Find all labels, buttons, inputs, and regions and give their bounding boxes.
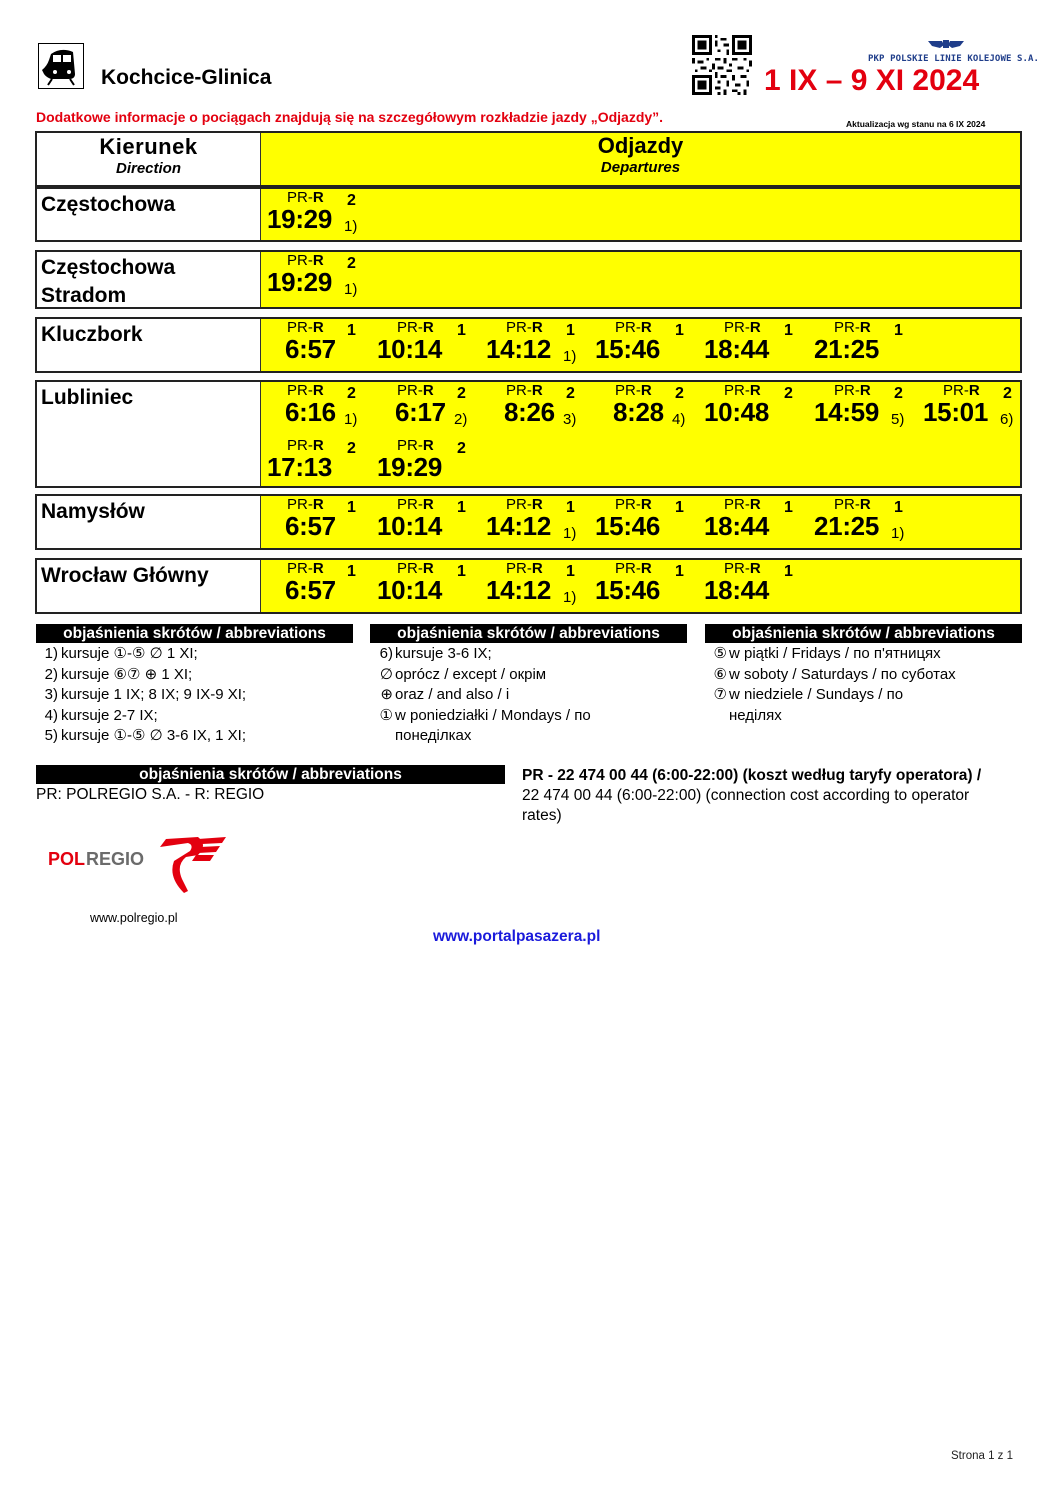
departure-time: 6:17 [395, 397, 446, 427]
abbreviation-item [693, 685, 956, 706]
carrier-prefix: PR- [506, 382, 532, 399]
carrier-category: R [422, 319, 434, 336]
departures-cell [261, 496, 1020, 548]
departure[interactable] [812, 496, 918, 542]
departure-time: 19:29 [267, 204, 332, 234]
timetable-row [35, 558, 1022, 614]
info-note: Dodatkowe informacje o pociągach znajdują się na szczegółowym rozkładzie jazdy „Odjazdy”. [36, 109, 664, 125]
carrier-prefix: PR- [943, 382, 969, 399]
departure[interactable] [702, 496, 808, 542]
carrier-prefix: PR- [397, 319, 423, 336]
carrier-prefix: PR- [397, 496, 423, 513]
carrier-category: R [422, 560, 434, 577]
abbreviation-text-continued: понеділках [395, 727, 472, 744]
departure[interactable] [375, 319, 481, 365]
departure[interactable] [702, 382, 808, 428]
departure-time: 10:14 [377, 511, 442, 541]
departure[interactable] [265, 189, 371, 235]
departure-time: 14:12 [486, 334, 551, 364]
departures-title: Odjazdy [597, 133, 684, 158]
carrier-prefix: PR- [287, 319, 313, 336]
class-label: 1 [675, 563, 684, 580]
departure-time: 18:44 [704, 575, 769, 605]
abbreviation-key: ⑥ [713, 665, 727, 683]
contact-normal: 22 474 00 44 (6:00-22:00) (connection cost according to operator rates) [522, 787, 970, 824]
abbreviation-text: kursuje 2-7 IX; [61, 706, 158, 724]
class-label: 2 [894, 385, 903, 402]
carrier-prefix: PR- [287, 189, 313, 206]
departures-header [261, 133, 1020, 185]
departure-time: 21:25 [814, 511, 879, 541]
departures-cell [261, 189, 1020, 240]
carrier-prefix: PR- [615, 560, 641, 577]
station-name: Kochcice-Glinica [101, 66, 272, 89]
pkp-wings-icon [926, 39, 966, 49]
carrier-category: R [422, 496, 434, 513]
departure-time: 6:16 [285, 397, 336, 427]
footnote-ref: 3) [563, 411, 577, 428]
abbreviation-key: 4) [44, 706, 58, 724]
carrier-prefix: PR- [287, 560, 313, 577]
departure[interactable] [265, 382, 371, 428]
class-label: 1 [784, 322, 793, 339]
timetable-row [35, 494, 1022, 550]
class-label: 2 [347, 385, 356, 402]
class-label: 1 [675, 499, 684, 516]
departure-time: 10:14 [377, 575, 442, 605]
carrier-category: R [312, 496, 324, 513]
departure-time: 21:25 [814, 334, 879, 364]
contact-bold: PR - 22 474 00 44 (6:00-22:00) (koszt według taryfy operatora) / [522, 767, 982, 784]
timetable-row [35, 380, 1022, 488]
abbreviation-text-continued: неділях [729, 706, 782, 724]
departure-time: 15:46 [595, 334, 660, 364]
footnote-ref: 1) [563, 348, 577, 365]
abbreviation-key: 5) [44, 727, 58, 744]
carrier-prefix: PR- [397, 560, 423, 577]
validity-period: 1 IX – 9 XI 2024 [764, 64, 980, 97]
departure[interactable] [484, 496, 590, 542]
footnote-ref: 6) [1000, 411, 1014, 428]
departure[interactable] [702, 319, 808, 365]
departure[interactable] [593, 496, 699, 542]
departure[interactable] [702, 560, 808, 606]
abbreviations-list-3 [693, 644, 956, 726]
departure-time: 14:12 [486, 511, 551, 541]
abbreviation-item [18, 665, 246, 686]
departure[interactable] [593, 560, 699, 606]
direction-name: Częstochowa Stradom [37, 252, 261, 307]
departure[interactable] [484, 382, 590, 428]
departure[interactable] [265, 560, 371, 606]
departure-time: 10:14 [377, 334, 442, 364]
class-label: 1 [566, 322, 575, 339]
class-label: 1 [457, 322, 466, 339]
carrier-category: R [968, 382, 980, 399]
carrier-prefix: PR- [834, 319, 860, 336]
abbreviation-key: 1) [44, 645, 58, 662]
carrier-category: R [531, 496, 543, 513]
departure[interactable] [375, 496, 481, 542]
train-icon [38, 43, 84, 89]
departure-time: 18:44 [704, 511, 769, 541]
carrier-category: R [749, 560, 761, 577]
carrier-prefix: PR- [724, 382, 750, 399]
class-label: 1 [784, 563, 793, 580]
direction-name: Lubliniec [37, 382, 261, 486]
abbreviation-item [18, 644, 246, 665]
departure[interactable] [265, 496, 371, 542]
abbreviations-heading-3: objaśnienia skrótów / abbreviations [705, 624, 1022, 643]
carrier-category: R [640, 319, 652, 336]
departure-time: 6:57 [285, 334, 336, 364]
abbreviation-text: kursuje ①-⑤ ∅ 1 XI; [61, 645, 198, 662]
abbreviation-text: w piątki / Fridays / по п'ятницях [729, 645, 941, 662]
departure[interactable] [484, 319, 590, 365]
carrier-category: R [859, 382, 871, 399]
abbreviation-text: kursuje ①-⑤ ∅ 3-6 IX, 1 XI; [61, 727, 247, 744]
abbreviation-item [359, 665, 591, 686]
class-label: 2 [566, 385, 575, 402]
portal-url[interactable]: www.portalpasazera.pl [433, 928, 601, 945]
departure[interactable] [375, 382, 481, 428]
abbreviation-text: w niedziele / Sundays / по [729, 686, 904, 703]
departure[interactable] [375, 560, 481, 606]
class-label: 2 [457, 385, 466, 402]
class-label: 1 [894, 322, 903, 339]
timetable-row [35, 250, 1022, 309]
abbreviation-key: ① [379, 706, 393, 724]
abbreviations-list-2 [359, 644, 591, 747]
carrier-prefix: PR- [506, 496, 532, 513]
polregio-logo-regio: REGIO [86, 849, 145, 869]
class-label: 1 [347, 322, 356, 339]
departures-cell [261, 252, 1020, 307]
carrier-category: R [531, 319, 543, 336]
timetable-row [35, 317, 1022, 373]
abbreviation-key: ⑦ [713, 686, 727, 703]
carrier-category: R [859, 496, 871, 513]
departure-time: 17:13 [267, 452, 332, 482]
class-label: 2 [784, 385, 793, 402]
departures-cell [261, 560, 1020, 612]
class-label: 2 [347, 192, 356, 209]
departures-cell [261, 382, 1020, 486]
carrier-category: R [312, 252, 324, 269]
departure[interactable] [812, 382, 918, 428]
class-label: 1 [347, 563, 356, 580]
direction-name: Kluczbork [37, 319, 261, 371]
abbreviation-item [359, 706, 591, 727]
abbreviation-text: oprócz / except / окрім [395, 665, 547, 683]
class-label: 1 [894, 499, 903, 516]
table-header [35, 131, 1022, 187]
footnote-ref: 4) [672, 411, 686, 428]
abbreviation-text: kursuje ⑥⑦ ⊕ 1 XI; [61, 665, 193, 683]
carrier-category: R [749, 382, 761, 399]
footnote-ref: 1) [344, 218, 358, 235]
abbreviation-item [693, 644, 956, 665]
direction-name: Namysłów [37, 496, 261, 548]
abbreviation-item [693, 665, 956, 686]
pkp-logo-text: PKP POLSKIE LINIE KOLEJOWE S.A. [868, 54, 1040, 64]
departure[interactable] [265, 319, 371, 365]
carrier-category: R [640, 560, 652, 577]
operators-heading: objaśnienia skrótów / abbreviations [36, 765, 505, 784]
abbreviation-text: kursuje 1 IX; 8 IX; 9 IX-9 XI; [61, 686, 247, 703]
carrier-category: R [422, 382, 434, 399]
footnote-ref: 1) [344, 411, 358, 428]
carrier-prefix: PR- [615, 496, 641, 513]
page-number: Strona 1 z 1 [951, 1450, 1014, 1462]
carrier-category: R [749, 319, 761, 336]
carrier-prefix: PR- [397, 437, 423, 454]
abbreviation-key: ⊕ [380, 686, 393, 703]
carrier-category: R [312, 382, 324, 399]
carrier-prefix: PR- [724, 560, 750, 577]
carrier-category: R [422, 437, 434, 454]
direction-name: Częstochowa [37, 189, 261, 240]
departure-time: 8:28 [613, 397, 664, 427]
direction-subtitle: Direction [115, 160, 181, 177]
carrier-prefix: PR- [724, 319, 750, 336]
class-label: 1 [347, 499, 356, 516]
carrier-category: R [640, 496, 652, 513]
carrier-prefix: PR- [724, 496, 750, 513]
departure-time: 14:59 [814, 397, 879, 427]
class-label: 2 [457, 440, 466, 457]
footnote-ref: 1) [344, 281, 358, 298]
timetable-row [35, 187, 1022, 242]
footnote-ref: 1) [563, 589, 577, 606]
departure[interactable] [484, 560, 590, 606]
departure[interactable] [375, 437, 481, 483]
class-label: 2 [675, 385, 684, 402]
class-label: 1 [784, 499, 793, 516]
departure-time: 19:29 [377, 452, 442, 482]
carrier-category: R [531, 560, 543, 577]
departure[interactable] [265, 252, 371, 298]
pkp-logo [868, 36, 1040, 64]
carrier-category: R [312, 319, 324, 336]
departure-time: 15:46 [595, 511, 660, 541]
carrier-prefix: PR- [397, 382, 423, 399]
carrier-prefix: PR- [287, 437, 313, 454]
abbreviation-key: 3) [44, 686, 58, 703]
class-label: 1 [457, 499, 466, 516]
abbreviation-key: ∅ [379, 665, 393, 683]
class-label: 1 [566, 499, 575, 516]
abbreviation-item [18, 726, 246, 747]
departure-time: 14:12 [486, 575, 551, 605]
direction-name: Wrocław Główny [37, 560, 261, 612]
departure[interactable] [921, 382, 1027, 428]
carrier-prefix: PR- [615, 382, 641, 399]
update-note: Aktualizacja wg stanu na 6 IX 2024 [846, 119, 986, 129]
abbreviation-item [18, 706, 246, 727]
carrier-prefix: PR- [834, 496, 860, 513]
direction-header [37, 133, 261, 185]
class-label: 1 [566, 563, 575, 580]
carrier-category: R [531, 382, 543, 399]
departure[interactable] [593, 382, 699, 428]
class-label: 2 [347, 440, 356, 457]
polregio-logo [48, 833, 228, 895]
abbreviation-key: 6) [379, 645, 393, 662]
abbreviations-list-1 [18, 644, 246, 747]
departure-time: 6:57 [285, 511, 336, 541]
departure-time: 18:44 [704, 334, 769, 364]
carrier-prefix: PR- [287, 496, 313, 513]
abbreviation-text: w soboty / Saturdays / по суботах [729, 665, 956, 683]
carrier-prefix: PR- [506, 319, 532, 336]
abbreviation-item [18, 685, 246, 706]
abbreviation-text: w poniedziałki / Mondays / по [395, 706, 591, 724]
carrier-prefix: PR- [287, 382, 313, 399]
footnote-ref: 2) [454, 411, 468, 428]
carrier-category: R [859, 319, 871, 336]
footnote-ref: 5) [891, 411, 905, 428]
abbreviation-text: kursuje 3-6 IX; [395, 645, 492, 662]
direction-title: Kierunek [99, 134, 198, 159]
departure[interactable] [812, 319, 918, 365]
class-label: 2 [347, 255, 356, 272]
departure-time: 10:48 [704, 397, 769, 427]
qr-code-icon[interactable] [692, 35, 752, 95]
carrier-category: R [312, 437, 324, 454]
operators-text: PR: POLREGIO S.A. - R: REGIO [36, 786, 265, 803]
departures-cell [261, 319, 1020, 371]
abbreviation-text: oraz / and also / i [395, 686, 510, 703]
departures-subtitle: Departures [600, 159, 681, 176]
carrier-prefix: PR- [834, 382, 860, 399]
class-label: 1 [457, 563, 466, 580]
carrier-prefix: PR- [506, 560, 532, 577]
carrier-category: R [640, 382, 652, 399]
carrier-prefix: PR- [287, 252, 313, 269]
polregio-logo-pol: POL [48, 849, 86, 869]
contact-info [522, 766, 1002, 826]
carrier-category: R [312, 189, 324, 206]
departure-time: 8:26 [504, 397, 555, 427]
class-label: 2 [1003, 385, 1012, 402]
abbreviation-item [359, 685, 591, 706]
departure-time: 15:01 [923, 397, 988, 427]
departure-time: 15:46 [595, 575, 660, 605]
polregio-url[interactable]: www.polregio.pl [90, 911, 178, 925]
footnote-ref: 1) [563, 525, 577, 542]
abbreviation-item [359, 644, 591, 665]
departure-time: 19:29 [267, 267, 332, 297]
abbreviations-heading-2: objaśnienia skrótów / abbreviations [370, 624, 687, 643]
carrier-category: R [749, 496, 761, 513]
abbreviation-key: ⑤ [713, 645, 727, 662]
class-label: 1 [675, 322, 684, 339]
departure-time: 6:57 [285, 575, 336, 605]
carrier-category: R [312, 560, 324, 577]
departure[interactable] [265, 437, 371, 483]
footnote-ref: 1) [891, 525, 905, 542]
carrier-prefix: PR- [615, 319, 641, 336]
departure[interactable] [593, 319, 699, 365]
abbreviations-heading-1: objaśnienia skrótów / abbreviations [36, 624, 353, 643]
abbreviation-key: 2) [44, 665, 58, 683]
